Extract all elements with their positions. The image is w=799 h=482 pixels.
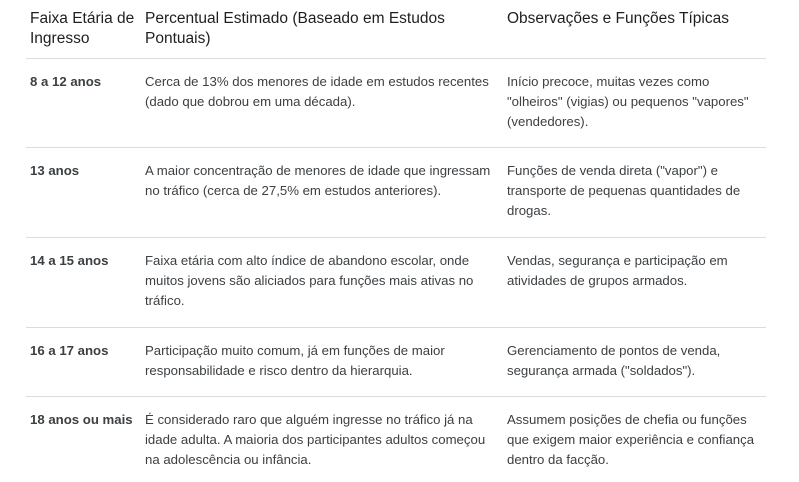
table-header-row — [26, 9, 766, 59]
age-cell: 16 a 17 anos — [30, 343, 109, 358]
age-cell: 13 anos — [30, 163, 80, 178]
header-notes: Observações e Funções Típicas — [507, 10, 729, 27]
table-row — [26, 328, 766, 397]
notes-cell: Assumem posições de chefia ou funções que exigem maior experiência e confiança dentro da facção. — [507, 412, 755, 467]
notes-cell: Início precoce, muitas vezes como "olheiros" (vigias) ou pequenos "vapores" (vendedores). — [507, 74, 749, 129]
percent-cell: Faixa etária com alto índice de abandono escolar, onde muitos jovens são aliciados para funções mais ativas no tráfico. — [145, 253, 474, 308]
notes-cell: Funções de venda direta ("vapor") e transporte de pequenas quantidades de drogas. — [507, 163, 741, 218]
table-row — [26, 148, 766, 238]
age-cell: 14 a 15 anos — [30, 253, 109, 268]
notes-cell: Gerenciamento de pontos de venda, segurança armada ("soldados"). — [507, 343, 721, 378]
percent-cell: É considerado raro que alguém ingresse no tráfico já na idade adulta. A maioria dos participantes adultos começou na adolescência ou infância. — [145, 412, 486, 467]
notes-cell: Vendas, segurança e participação em atividades de grupos armados. — [507, 253, 728, 288]
percent-cell: Participação muito comum, já em funções de maior responsabilidade e risco dentro da hierarquia. — [145, 343, 445, 378]
percent-cell: Cerca de 13% dos menores de idade em estudos recentes (dado que dobrou em uma década). — [145, 74, 489, 109]
percent-cell: A maior concentração de menores de idade que ingressam no tráfico (cerca de 27,5% em estudos anteriores). — [145, 163, 491, 198]
age-cell: 18 anos ou mais — [30, 412, 133, 427]
table-row — [26, 238, 766, 328]
age-cell: 8 a 12 anos — [30, 74, 102, 89]
data-table — [26, 0, 766, 477]
table-row — [26, 59, 766, 148]
table-row — [26, 397, 766, 477]
header-percent: Percentual Estimado (Baseado em Estudos Pontuais) — [145, 10, 445, 47]
header-age: Faixa Etária de Ingresso — [30, 10, 135, 47]
